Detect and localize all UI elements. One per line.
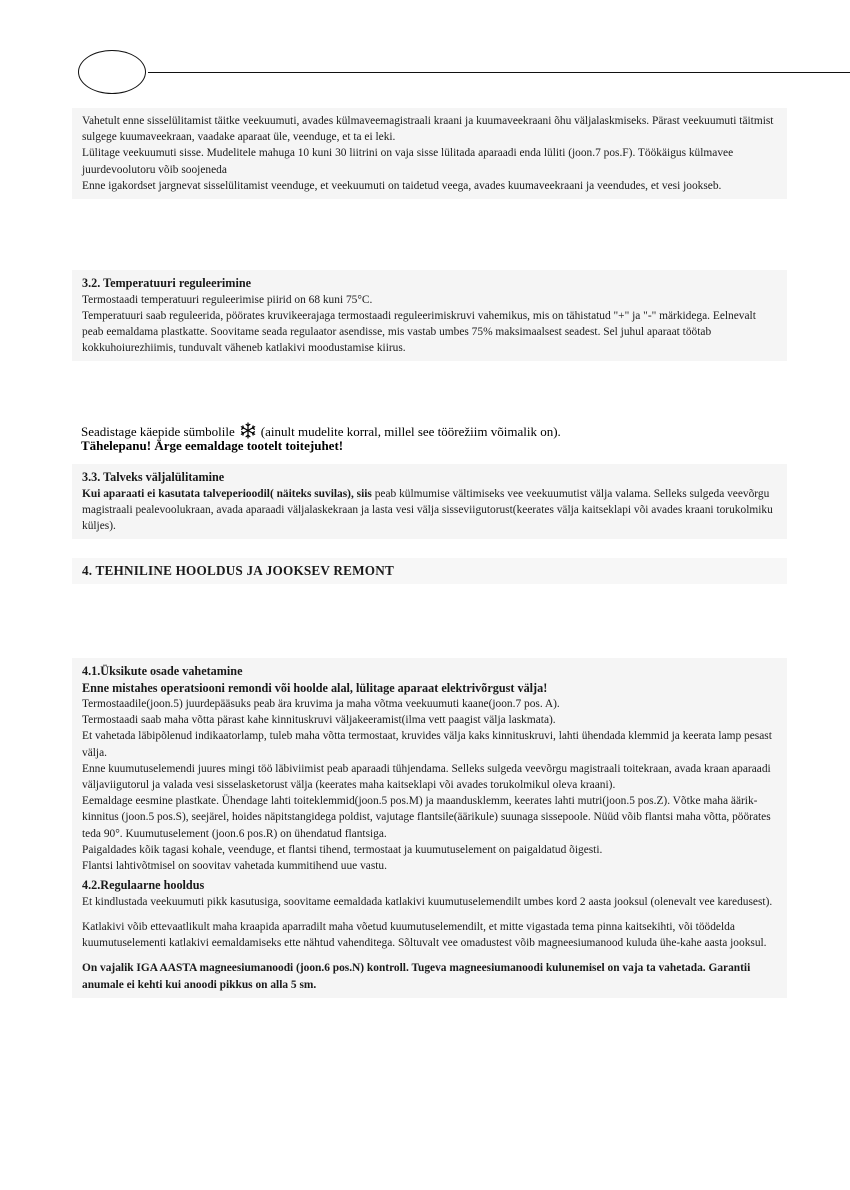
page-number-oval xyxy=(78,50,146,94)
power-cord-warning: Tähelepanu! Ärge eemaldage tootelt toitejuhet! xyxy=(81,438,344,453)
section-3-2-paragraph-2: Temperatuuri saab reguleerida, pöörates kruvikeerajaga termostaadi reguleerimiskruvi vahemikus, mis on tähistatud "+" ja "-" märkidega. Eelnevalt peab eemaldama plastkatte. Soovitame seada regulaator asendisse, mis vastab umbes 75% maksimaalsest seadest. Sel juhul aparaat töötab kokkuhoiurezhiimis, tunduvalt väheneb katlakivi moodustamise kiirus. xyxy=(82,309,756,355)
intro-paragraph-3: Enne igakordset jargnevat sisselülitamist veenduge, et veekuumuti on taidetud veega, avades kuumaveekraani ja veendudes, et vesi jookseb. xyxy=(82,179,722,192)
section-3-3-heading: 3.3. Talveks väljalülitamine xyxy=(82,470,225,484)
section-4-1-paragraph-4: Enne kuumutuselemendi juures mingi töö läbiviimist peab aparaadi tühjendama. Selleks sulgeda veevõrgu magistraali toitekraan, avada kraan aparaadi väljaviigutorul ja valada vesi sisselasketorust välja (keerates maha kaitseklapi või avades torukolmikul oleva kraani). xyxy=(82,762,771,792)
section-4-2-heading: 4.2.Regulaarne hooldus xyxy=(82,878,205,893)
section-4-heading: 4. TEHNILINE HOOLDUS JA JOOKSEV REMONT xyxy=(82,563,394,578)
section-4 xyxy=(72,558,787,584)
section-3-2-heading: 3.2. Temperatuuri reguleerimine xyxy=(82,276,252,290)
section-3-3-bold-lead: Kui aparaati ei kasutata talveperioodil( näiteks suvilas), siis xyxy=(82,487,372,500)
section-3-3 xyxy=(72,464,787,539)
mode-instruction-text-after: (ainult mudelite korral, millel see töörežiim võimalik on). xyxy=(260,424,561,439)
section-4-1-paragraph-3: Et vahetada läbipõlenud indikaatorlamp, tuleb maha võtta termostaat, kruvides välja kaks kinnituskruvi, lahti ühendada klemmid ja keerata lamp pesast välja. xyxy=(82,730,772,759)
section-4-1-paragraph-7: Flantsi lahtivõtmisel on soovitav vahetada kummitihend uue vastu. xyxy=(82,860,387,873)
mode-instruction xyxy=(81,422,561,439)
section-3-3-paragraph xyxy=(82,486,777,535)
section-4-1 xyxy=(72,658,787,998)
section-4-1-paragraph-5: Eemaldage eesmine plastkate. Ühendage lahti toiteklemmid(joon.5 pos.M) ja maandusklemm, keerates lahti mutri(joon.5 pos.Z). Võtke maha äärik-kinnitus (joon.5 pos.S), seejärel, hoides näpitstangidega poldist, vajutage flantsile(äärikule) suunaga sissepoole. Nüüd võib flantsi maha võtta, pöörates teda 90°. Kuumutuselement (joon.6 pos.R) on ühendatud flantsiga. xyxy=(82,795,771,840)
section-4-1-warning: Enne mistahes operatsiooni remondi või hoolde alal, lülitage aparaat elektrivõrgust välja! xyxy=(82,680,548,695)
section-3-3-rest: peab külmumise vältimiseks vee veekuumutist välja valama. Selleks sulgeda veevõrgu magistraali pealevoolukraan, avada aparaadi väljalaskekraan ja lasta vesi välja sisseviigutorust(keerates välja kaitseklapi või avades kraani torukolmiku küljes). xyxy=(82,487,773,532)
intro-block xyxy=(72,108,787,199)
intro-paragraph-1: Vahetult enne sisselülitamist täitke veekuumuti, avades külmaveemagistraali kraani ja kuumaveekraani õhu väljalaskmiseks. Pärast veekuumuti täitmist sulgege kuumaveekraan, vaadake aparaat üle, veenduge, et ta ei leki. xyxy=(82,115,774,144)
section-4-1-heading: 4.1.Üksikute osade vahetamine xyxy=(82,664,243,678)
section-4-2-paragraph-2: Katlakivi võib ettevaatlikult maha kraapida aparradilt maha võetud kuumutuselemendilt, et mitte vigastada tema pinna kaitsekihti, või töödelda kuumutuselementi katlakivi eemaldamiseks ette nähtud vahenditega. Sõltuvalt vee omadustest võib magneesiumanood kuluda ühe-kahe aasta jooksul. xyxy=(82,920,767,950)
section-3-2 xyxy=(72,270,787,361)
section-4-1-paragraph-2: Termostaadi saab maha võtta pärast kahe kinnituskruvi väljakeeramist(ilma vett paagist välja laskmata). xyxy=(82,714,556,727)
section-4-1-paragraph-6: Paigaldades kõik tagasi kohale, veenduge, et flantsi tihend, termostaat ja kuumutuselement on paigaldatud õigesti. xyxy=(82,843,603,856)
section-3-2-paragraph-1: Termostaadi temperatuuri reguleerimise piirid on 68 kuni 75°C. xyxy=(82,293,373,306)
intro-paragraph-2: Lülitage veekuumuti sisse. Mudelitele mahuga 10 kuni 30 liitrini on vaja sisse lülitada aparaadi enda lüliti (joon.7 pos.F). Töökäigus külmavee juurdevoolutoru võib soojeneda xyxy=(82,147,734,176)
snowflake-icon xyxy=(238,422,258,439)
section-4-2-paragraph-3: On vajalik IGA AASTA magneesiumanoodi (joon.6 pos.N) kontroll. Tugeva magneesiumanoodi kulunemisel on vaja ta vahetada. Garantii anumale ei kehti kui anoodi pikkus on alla 5 sm. xyxy=(82,962,751,991)
mode-instruction-text-before: Seadistage käepide sümbolile xyxy=(81,424,235,439)
section-4-2-paragraph-1: Et kindlustada veekuumuti pikk kasutusiga, soovitame eemaldada katlakivi kuumutuselemendilt umbes kord 2 aasta jooksul (olenevalt vee karedusest). xyxy=(82,895,773,908)
section-4-1-paragraph-1: Termostaadile(joon.5) juurdepääsuks peab ära kruvima ja maha võtma veekuumuti kaane(joon.7 pos. A). xyxy=(82,698,560,710)
header-rule xyxy=(148,72,850,73)
